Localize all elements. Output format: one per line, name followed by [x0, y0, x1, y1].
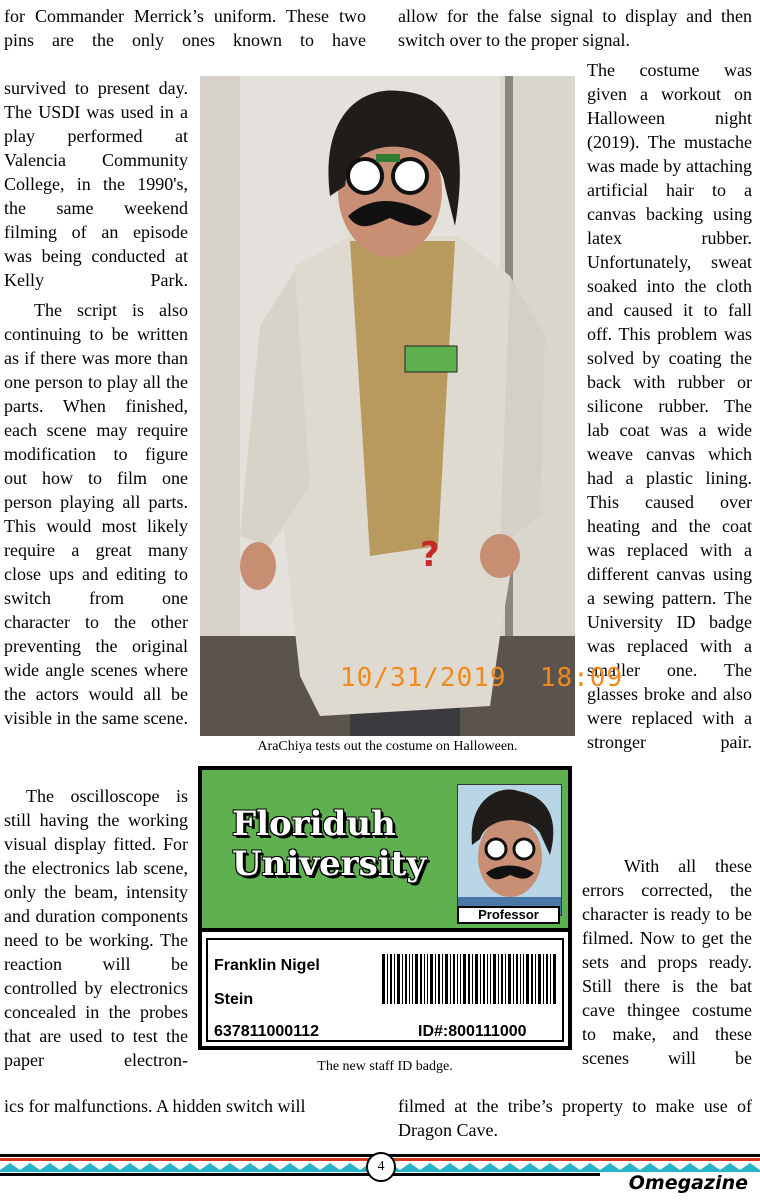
costume-photo-illustration — [200, 76, 575, 736]
barcode — [382, 954, 558, 1004]
badge-name-line-1: Franklin Nigel — [214, 957, 320, 974]
photo-timestamp: 10/31/2019 18:09 — [340, 663, 624, 693]
article-col1-paragraph-3: The oscilloscope is still having the working visual display fitted. For the electronics lab scene, only the beam, intensity and duration components need to be working. The reaction will be controlled by electronics concealed in the probes that are used to test the paper electron- — [4, 786, 188, 1070]
badge-id-number: ID#:800111000 — [418, 1023, 527, 1040]
id-badge — [198, 766, 572, 1050]
article-col2-paragraph-1: The costume was given a workout on Halloween night (2019). The mustache was made by attaching artificial hair to a canvas backing using latex rubber. Unfortunately, sweat soaked into the cloth and caused it to fall off. This problem was solved by coating the back with rubber or silicone rubber. The lab coat was a wide weave canvas which had a plastic lining. This caused over heating and the coat was replaced with a different canvas using a sewing pattern. The University ID badge was replaced with a smaller one. The glasses broke and also were replaced with a stronger pair. — [587, 60, 752, 752]
badge-role: Professor — [457, 906, 560, 924]
badge-header — [202, 770, 568, 932]
page-number: 4 — [366, 1152, 396, 1182]
article-col1-paragraph-2: The script is also continuing to be written as if there was more than one person to play all the parts. When finished, each scene may require modification to figure out how to film one person playing all parts. This would most likely require a great many close ups and editing to switch from one character to the other preventing the original wide angle scenes where the actors would all be visible in the same scene. — [4, 300, 188, 728]
barcode-bars — [382, 954, 556, 1004]
photo-caption: AraChiya tests out the costume on Halloween. — [257, 739, 518, 754]
svg-text:?: ? — [420, 535, 440, 575]
article-col2-bottom: filmed at the tribe’s property to make use of Dragon Cave. — [398, 1096, 752, 1140]
article-col2-paragraph-2: With all these errors corrected, the character is ready to be filmed. Now to get the sets and props ready. Still there is the bat cave thingee costume to make, and these scenes will be — [582, 856, 752, 1068]
article-col1-paragraph-1: survived to present day. The USDI was used in a play performed at Valencia Community College, in the 1990's, the same weekend filming of an episode was being conducted at Kelly Park. — [4, 78, 188, 290]
costume-photo — [200, 76, 624, 736]
badge-details — [206, 938, 564, 1042]
magazine-name: Omegazine — [628, 1172, 748, 1194]
article-col1-bottom: ics for malfunctions. A hidden switch will — [4, 1096, 306, 1116]
article-col1-top: for Commander Merrick’s uniform. These two pins are the only ones known to have — [4, 6, 366, 50]
university-name-line-1: Floriduh — [232, 804, 396, 844]
badge-name-line-2: Stein — [214, 991, 254, 1008]
university-name — [232, 804, 452, 884]
badge-caption: The new staff ID badge. — [317, 1059, 453, 1074]
badge-number: 637811000112 — [214, 1023, 320, 1040]
badge-portrait — [457, 784, 562, 916]
university-name-line-2: University — [232, 844, 427, 884]
badge-portrait-illustration — [458, 785, 561, 915]
article-col2-top: allow for the false signal to display and then switch over to the proper signal. — [398, 6, 752, 50]
